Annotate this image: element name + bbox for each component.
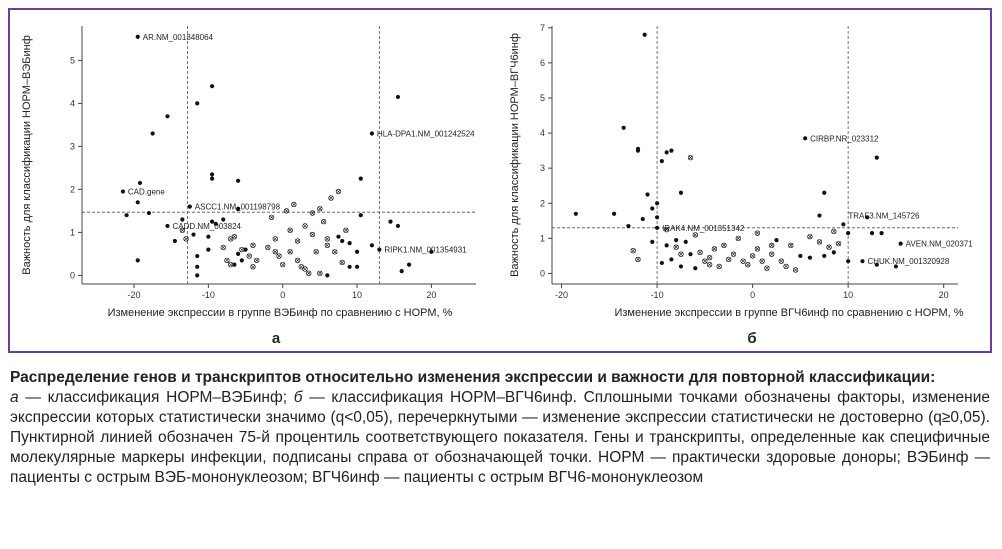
point-nonsignificant bbox=[273, 237, 278, 242]
point-significant bbox=[803, 136, 807, 140]
point-nonsignificant bbox=[325, 243, 330, 248]
x-tick-label: 20 bbox=[426, 290, 437, 300]
point-significant bbox=[817, 213, 821, 217]
marker-label: CHUK.NM_001320928 bbox=[867, 257, 950, 267]
point-nonsignificant bbox=[817, 240, 822, 245]
point-significant bbox=[195, 273, 199, 277]
scatter-plot-a bbox=[10, 10, 504, 351]
point-nonsignificant bbox=[292, 202, 297, 207]
point-significant bbox=[693, 266, 697, 270]
caption-letter-b: б bbox=[293, 389, 303, 406]
point-significant bbox=[325, 273, 329, 277]
point-significant bbox=[407, 263, 411, 267]
point-nonsignificant bbox=[228, 262, 233, 267]
point-nonsignificant bbox=[254, 258, 259, 263]
point-significant bbox=[841, 222, 845, 226]
point-significant bbox=[396, 224, 400, 228]
point-nonsignificant bbox=[303, 267, 308, 272]
point-significant bbox=[195, 254, 199, 258]
point-significant bbox=[774, 238, 778, 242]
point-nonsignificant bbox=[760, 259, 765, 264]
point-nonsignificant bbox=[344, 228, 349, 233]
point-nonsignificant bbox=[340, 260, 345, 265]
point-nonsignificant bbox=[318, 206, 323, 211]
point-significant bbox=[240, 258, 244, 262]
point-significant bbox=[348, 265, 352, 269]
point-nonsignificant bbox=[707, 262, 712, 267]
point-significant bbox=[355, 250, 359, 254]
point-significant bbox=[870, 231, 874, 235]
point-nonsignificant bbox=[707, 255, 712, 260]
point-significant bbox=[195, 265, 199, 269]
point-nonsignificant bbox=[310, 232, 315, 237]
point-significant bbox=[875, 156, 879, 160]
point-significant bbox=[669, 149, 673, 153]
point-significant bbox=[370, 131, 374, 135]
y-tick-label: 2 bbox=[69, 184, 75, 195]
point-nonsignificant bbox=[251, 243, 256, 248]
marker-label: CIRBP.NR_023312 bbox=[810, 134, 879, 144]
point-significant bbox=[798, 254, 802, 258]
point-significant bbox=[645, 192, 649, 196]
y-tick-label: 1 bbox=[539, 233, 545, 244]
point-significant bbox=[165, 224, 169, 228]
point-significant bbox=[243, 248, 247, 252]
point-significant bbox=[846, 231, 850, 235]
point-significant bbox=[147, 211, 151, 215]
figure-frame bbox=[8, 8, 992, 353]
marker-label: AVEN.NM_020371 bbox=[905, 239, 973, 249]
point-significant bbox=[206, 248, 210, 252]
point-nonsignificant bbox=[266, 245, 271, 250]
marker-label: ASCC1.NM_001198798 bbox=[194, 202, 281, 212]
point-significant bbox=[136, 35, 140, 39]
point-nonsignificant bbox=[698, 250, 703, 255]
point-nonsignificant bbox=[295, 239, 300, 244]
point-nonsignificant bbox=[741, 259, 746, 264]
point-nonsignificant bbox=[332, 249, 337, 254]
marker-label: AR.NM_001348064 bbox=[142, 32, 214, 42]
point-nonsignificant bbox=[755, 231, 760, 236]
x-tick-label: -20 bbox=[127, 290, 141, 300]
point-nonsignificant bbox=[827, 245, 832, 250]
point-significant bbox=[643, 33, 647, 37]
caption-text-a: — классификация НОРМ–ВЭБинф; bbox=[18, 389, 294, 406]
point-nonsignificant bbox=[288, 228, 293, 233]
point-nonsignificant bbox=[717, 264, 722, 269]
point-nonsignificant bbox=[306, 271, 311, 276]
point-nonsignificant bbox=[232, 234, 237, 239]
point-nonsignificant bbox=[769, 243, 774, 248]
point-nonsignificant bbox=[703, 259, 708, 264]
point-significant bbox=[136, 200, 140, 204]
point-nonsignificant bbox=[280, 262, 285, 267]
point-significant bbox=[206, 235, 210, 239]
y-tick-label: 7 bbox=[539, 22, 545, 33]
point-significant bbox=[355, 265, 359, 269]
point-nonsignificant bbox=[284, 209, 289, 214]
x-tick-label: -10 bbox=[201, 290, 215, 300]
point-nonsignificant bbox=[746, 262, 751, 267]
point-significant bbox=[641, 217, 645, 221]
caption-letter-a: а bbox=[10, 389, 19, 406]
point-significant bbox=[650, 240, 654, 244]
point-significant bbox=[236, 252, 240, 256]
x-tick-label: 0 bbox=[750, 290, 756, 300]
y-tick-label: 0 bbox=[69, 270, 75, 281]
point-significant bbox=[636, 149, 640, 153]
point-significant bbox=[846, 259, 850, 263]
y-tick-label: 4 bbox=[69, 98, 75, 109]
point-nonsignificant bbox=[321, 219, 326, 224]
point-nonsignificant bbox=[288, 249, 293, 254]
point-significant bbox=[138, 181, 142, 185]
point-nonsignificant bbox=[712, 247, 717, 252]
point-significant bbox=[574, 212, 578, 216]
x-tick-label: 0 bbox=[280, 290, 286, 300]
point-significant bbox=[808, 256, 812, 260]
point-significant bbox=[684, 240, 688, 244]
y-tick-label: 2 bbox=[539, 198, 545, 209]
point-significant bbox=[660, 159, 664, 163]
point-significant bbox=[236, 179, 240, 183]
point-significant bbox=[665, 150, 669, 154]
point-significant bbox=[400, 269, 404, 273]
point-significant bbox=[655, 226, 659, 230]
y-tick-label: 0 bbox=[539, 268, 545, 279]
marker-label: RIPK1.NM_001354931 bbox=[384, 245, 467, 255]
panel-letter-a: а bbox=[271, 330, 281, 347]
caption-title: Распределение генов и транскриптов относительно изменения экспрессии и важности для повторной классификации: bbox=[10, 369, 936, 386]
point-nonsignificant bbox=[793, 268, 798, 273]
point-significant bbox=[396, 95, 400, 99]
point-significant bbox=[665, 243, 669, 247]
point-significant bbox=[210, 84, 214, 88]
x-tick-label: 10 bbox=[843, 290, 854, 300]
point-significant bbox=[612, 212, 616, 216]
point-significant bbox=[655, 215, 659, 219]
point-nonsignificant bbox=[325, 237, 330, 242]
point-significant bbox=[679, 191, 683, 195]
point-nonsignificant bbox=[769, 252, 774, 257]
point-significant bbox=[359, 213, 363, 217]
point-significant bbox=[622, 126, 626, 130]
point-significant bbox=[336, 235, 340, 239]
y-tick-label: 3 bbox=[69, 141, 75, 152]
point-nonsignificant bbox=[336, 189, 341, 194]
point-nonsignificant bbox=[750, 254, 755, 259]
x-tick-label: -10 bbox=[650, 290, 664, 300]
x-axis-label: Изменение экспрессии в группе ВЭБинф по сравнению с НОРМ, % bbox=[107, 307, 453, 319]
point-significant bbox=[136, 258, 140, 262]
point-significant bbox=[232, 263, 236, 267]
point-significant bbox=[151, 131, 155, 135]
point-significant bbox=[660, 261, 664, 265]
point-nonsignificant bbox=[779, 259, 784, 264]
point-nonsignificant bbox=[631, 248, 636, 253]
point-nonsignificant bbox=[784, 264, 789, 269]
point-nonsignificant bbox=[789, 243, 794, 248]
point-nonsignificant bbox=[247, 254, 252, 259]
point-nonsignificant bbox=[832, 229, 837, 234]
point-nonsignificant bbox=[726, 257, 731, 262]
point-significant bbox=[370, 243, 374, 247]
point-significant bbox=[165, 114, 169, 118]
x-tick-label: 10 bbox=[352, 290, 363, 300]
point-significant bbox=[195, 101, 199, 105]
point-significant bbox=[655, 201, 659, 205]
point-nonsignificant bbox=[736, 236, 741, 241]
point-nonsignificant bbox=[240, 247, 245, 252]
point-significant bbox=[359, 177, 363, 181]
point-nonsignificant bbox=[295, 258, 300, 263]
y-axis-label: Важность для классификации НОРМ–ВГЧ6инф bbox=[509, 33, 521, 277]
point-nonsignificant bbox=[688, 155, 693, 160]
point-significant bbox=[348, 241, 352, 245]
point-nonsignificant bbox=[329, 196, 334, 201]
point-significant bbox=[674, 238, 678, 242]
point-nonsignificant bbox=[679, 252, 684, 257]
marker-label: CAD.gene bbox=[127, 187, 165, 197]
y-tick-label: 4 bbox=[539, 128, 545, 139]
point-significant bbox=[669, 257, 673, 261]
x-axis-label: Изменение экспрессии в группе ВГЧ6инф по сравнению с НОРМ, % bbox=[614, 307, 964, 319]
point-nonsignificant bbox=[318, 271, 323, 276]
panel-letter-b: б bbox=[747, 330, 757, 347]
y-axis-label: Важность для классификации НОРМ–ВЭБинф bbox=[21, 35, 33, 275]
caption-body bbox=[10, 388, 990, 488]
x-tick-label: 20 bbox=[938, 290, 949, 300]
point-nonsignificant bbox=[251, 265, 256, 270]
point-significant bbox=[210, 172, 214, 176]
point-significant bbox=[210, 177, 214, 181]
point-nonsignificant bbox=[836, 241, 841, 246]
point-significant bbox=[626, 224, 630, 228]
point-significant bbox=[679, 264, 683, 268]
point-nonsignificant bbox=[314, 249, 319, 254]
point-nonsignificant bbox=[221, 245, 226, 250]
point-significant bbox=[191, 232, 195, 236]
point-significant bbox=[899, 242, 903, 246]
point-significant bbox=[688, 252, 692, 256]
point-significant bbox=[173, 239, 177, 243]
point-significant bbox=[388, 220, 392, 224]
point-nonsignificant bbox=[722, 243, 727, 248]
marker-label: CADD.NM_003824 bbox=[172, 221, 241, 231]
y-tick-label: 1 bbox=[69, 227, 75, 238]
point-significant bbox=[125, 213, 129, 217]
figure-caption bbox=[10, 368, 990, 488]
marker-label: TRAF3.NM_145726 bbox=[848, 211, 920, 221]
point-nonsignificant bbox=[277, 254, 282, 259]
caption-text-b: — классификация НОРМ–ВГЧ6инф. Сплошными точками обозначены факторы, изменение экспрессии которых статистически значимо (q<0,05), перечеркнутыми — изменение экспрессии статистически не достоверно (q≥0,05). Пунктирной линией обозначен 75-й процентиль соответствующего показателя. Гены и транскрипты, определенные как специфичные молекулярные маркеры инфекции, подписаны справа от обозначающей точки. НОРМ — практически здоровые доноры; ВЭБинф — пациенты с острым ВЭБ-мононуклеозом; ВГЧ6инф — пациенты с острым ВГЧ6-мононуклеозом bbox=[10, 389, 990, 486]
point-significant bbox=[121, 189, 125, 193]
point-significant bbox=[879, 231, 883, 235]
point-nonsignificant bbox=[273, 249, 278, 254]
point-nonsignificant bbox=[755, 247, 760, 252]
point-significant bbox=[340, 239, 344, 243]
point-nonsignificant bbox=[731, 252, 736, 257]
point-nonsignificant bbox=[674, 245, 679, 250]
point-nonsignificant bbox=[693, 233, 698, 238]
point-nonsignificant bbox=[808, 234, 813, 239]
point-significant bbox=[188, 205, 192, 209]
x-tick-label: -20 bbox=[555, 290, 569, 300]
point-significant bbox=[860, 259, 864, 263]
point-nonsignificant bbox=[225, 258, 230, 263]
point-nonsignificant bbox=[303, 224, 308, 229]
point-nonsignificant bbox=[269, 215, 274, 220]
marker-label: HLA-DPA1.NM_001242524 bbox=[376, 129, 475, 139]
point-significant bbox=[377, 248, 381, 252]
point-significant bbox=[822, 254, 826, 258]
point-significant bbox=[832, 250, 836, 254]
y-tick-label: 6 bbox=[539, 57, 545, 68]
y-tick-label: 5 bbox=[69, 55, 75, 66]
point-nonsignificant bbox=[636, 257, 641, 262]
point-nonsignificant bbox=[310, 211, 315, 216]
point-significant bbox=[822, 191, 826, 195]
marker-label: IRAK4.NM_001351342 bbox=[662, 223, 745, 233]
y-tick-label: 3 bbox=[539, 163, 545, 174]
point-significant bbox=[650, 206, 654, 210]
point-nonsignificant bbox=[765, 266, 770, 271]
y-tick-label: 5 bbox=[539, 92, 545, 103]
scatter-plot-b bbox=[504, 10, 998, 351]
